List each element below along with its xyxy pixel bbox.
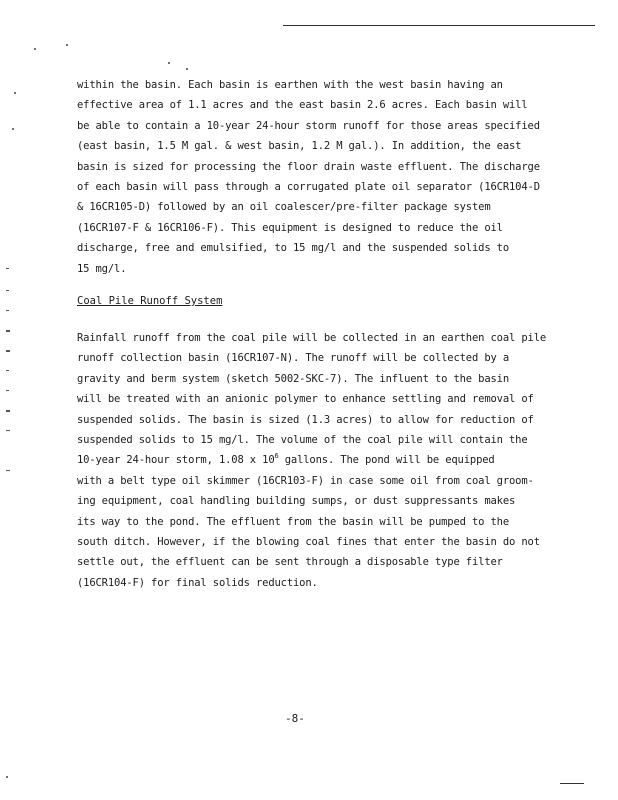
- margin-mark: [6, 410, 10, 412]
- scan-speck: [186, 68, 188, 70]
- margin-mark: [6, 310, 9, 311]
- text-fragment: gallons. The pond will be equipped: [278, 454, 495, 467]
- margin-mark: [6, 268, 9, 269]
- exponent: 6: [274, 452, 279, 461]
- margin-mark: [6, 330, 10, 332]
- scan-speck: [12, 128, 14, 130]
- text-line: basin is sized for processing the floor drain waste effluent. The discharge: [77, 160, 540, 173]
- text-line: 15 mg/l.: [77, 262, 127, 275]
- text-line: & 16CR105-D) followed by an oil coalescer/pre-filter package system: [77, 201, 491, 214]
- top-rule: [283, 25, 595, 26]
- scan-speck: [66, 44, 68, 46]
- scan-speck: [14, 92, 16, 94]
- text-line: (16CR104-F) for final solids reduction.: [77, 576, 318, 589]
- text-line: discharge, free and emulsified, to 15 mg/l and the suspended solids to: [77, 242, 510, 255]
- text-line: will be treated with an anionic polymer to enhance settling and removal of: [77, 393, 534, 406]
- text-line: south ditch. However, if the blowing coal fines that enter the basin do not: [77, 536, 540, 549]
- paragraph-basins: [77, 75, 540, 279]
- scan-speck: [168, 62, 170, 64]
- text-line: settle out, the effluent can be sent through a disposable type filter: [77, 556, 503, 569]
- margin-mark: [6, 390, 9, 391]
- text-line: (16CR107-F & 16CR106-F). This equipment is designed to reduce the oil: [77, 221, 503, 234]
- text-line: within the basin. Each basin is earthen with the west basin having an: [77, 79, 503, 91]
- text-line: Rainfall runoff from the coal pile will be collected in an earthen coal pile: [77, 332, 547, 344]
- text-line: ing equipment, coal handling building sumps, or dust suppressants makes: [77, 495, 516, 508]
- bottom-rule: [560, 783, 584, 784]
- margin-mark: [6, 350, 10, 352]
- text-line-with-exponent: [77, 450, 517, 470]
- margin-mark: [6, 430, 10, 431]
- text-line: suspended solids to 15 mg/l. The volume of the coal pile will contain the: [77, 434, 528, 447]
- paragraph-coal-pile: [77, 328, 547, 593]
- margin-mark: [6, 370, 9, 371]
- scan-speck: [34, 48, 36, 50]
- margin-mark: [6, 290, 9, 291]
- text-fragment: 10-year 24-hour storm, 1.08 x 10: [77, 454, 275, 467]
- section-heading: Coal Pile Runoff System: [77, 295, 223, 307]
- text-line: effective area of 1.1 acres and the east basin 2.6 acres. Each basin will: [77, 99, 528, 112]
- text-line: (east basin, 1.5 M gal. & west basin, 1.2 M gal.). In addition, the east: [77, 140, 522, 153]
- margin-mark: [6, 470, 10, 471]
- text-line: be able to contain a 10-year 24-hour storm runoff for those areas specified: [77, 119, 540, 132]
- text-line: suspended solids. The basin is sized (1.3 acres) to allow for reduction of: [77, 413, 534, 426]
- text-line: with a belt type oil skimmer (16CR103-F) in case some oil from coal groom-: [77, 474, 534, 487]
- page-number: -8-: [285, 712, 305, 725]
- text-line: runoff collection basin (16CR107-N). The runoff will be collected by a: [77, 352, 510, 365]
- scan-speck: [6, 776, 8, 778]
- text-line: gravity and berm system (sketch 5002-SKC-7). The influent to the basin: [77, 372, 510, 385]
- text-line: its way to the pond. The effluent from the basin will be pumped to the: [77, 515, 510, 528]
- text-line: of each basin will pass through a corrugated plate oil separator (16CR104-D: [77, 181, 540, 194]
